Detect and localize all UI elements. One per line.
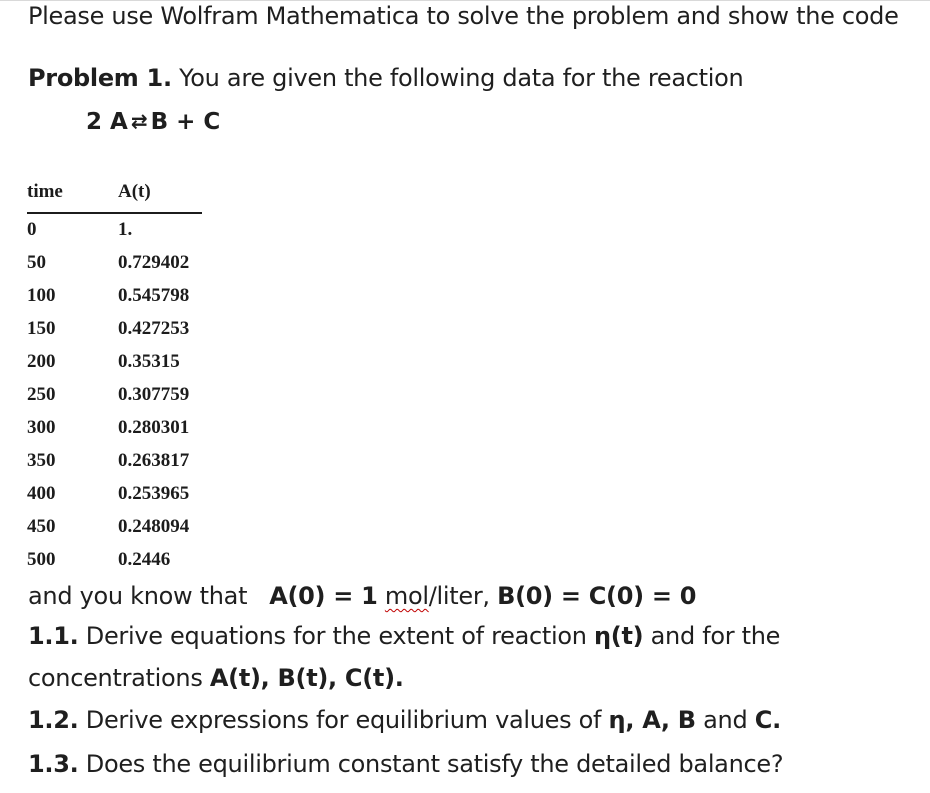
time-cell: 400 bbox=[27, 483, 56, 504]
header-rule bbox=[27, 212, 202, 214]
equilibrium-vars: η, A, B bbox=[608, 706, 696, 734]
value-cell: 0.307759 bbox=[118, 384, 190, 405]
time-cell: 50 bbox=[27, 252, 46, 273]
table-row bbox=[27, 447, 227, 480]
problem-statement bbox=[28, 64, 743, 92]
value-cell: 0.427253 bbox=[118, 318, 190, 339]
question-text: Derive equations for the extent of reaction bbox=[85, 622, 587, 650]
eta-symbol: η(t) bbox=[594, 622, 644, 650]
table-row bbox=[27, 216, 227, 249]
table-row bbox=[27, 480, 227, 513]
initial-conditions bbox=[28, 582, 696, 610]
value-cell: 1. bbox=[118, 219, 133, 240]
equilibrium-arrows-icon: ⇄ bbox=[130, 109, 148, 133]
time-cell: 350 bbox=[27, 450, 56, 471]
time-cell: 150 bbox=[27, 318, 56, 339]
table-row bbox=[27, 381, 227, 414]
question-number: 1.2. bbox=[28, 706, 79, 734]
question-text-cont: and for the bbox=[650, 622, 781, 650]
question-text: Derive expressions for equilibrium values of bbox=[85, 706, 602, 734]
time-cell: 450 bbox=[27, 516, 56, 537]
initial-a0: A(0) = 1 bbox=[269, 582, 378, 610]
instruction-text: Please use Wolfram Mathematica to solve the problem and show the code bbox=[28, 2, 899, 30]
time-cell: 300 bbox=[27, 417, 56, 438]
header-time: time bbox=[27, 181, 63, 202]
question-text: Does the equilibrium constant satisfy the detailed balance? bbox=[85, 750, 784, 778]
time-cell: 500 bbox=[27, 549, 56, 570]
question-1-3 bbox=[28, 750, 783, 778]
header-a: A(t) bbox=[118, 181, 151, 202]
value-cell: 0.280301 bbox=[118, 417, 190, 438]
question-text: concentrations bbox=[28, 664, 203, 692]
time-cell: 0 bbox=[27, 219, 37, 240]
question-1-2 bbox=[28, 706, 781, 734]
reaction-lhs: 2 A bbox=[86, 109, 128, 135]
table-row bbox=[27, 513, 227, 546]
reaction-equation bbox=[86, 109, 220, 135]
table-row bbox=[27, 414, 227, 447]
value-cell: 0.2446 bbox=[118, 549, 171, 570]
question-1-1-cont bbox=[28, 664, 404, 692]
time-cell: 250 bbox=[27, 384, 56, 405]
question-1-1 bbox=[28, 622, 780, 650]
value-cell: 0.248094 bbox=[118, 516, 190, 537]
top-divider bbox=[0, 0, 930, 1]
unit-mol: mol bbox=[384, 582, 429, 610]
question-number: 1.1. bbox=[28, 622, 79, 650]
table-row bbox=[27, 249, 227, 282]
value-cell: 0.263817 bbox=[118, 450, 190, 471]
time-cell: 100 bbox=[27, 285, 56, 306]
problem-label: Problem 1. bbox=[28, 64, 172, 92]
value-cell: 0.35315 bbox=[118, 351, 180, 372]
initial-prefix: and you know that bbox=[28, 582, 248, 610]
conjunction: and bbox=[703, 706, 748, 734]
unit-rest: /liter, bbox=[428, 582, 490, 610]
table-row bbox=[27, 282, 227, 315]
table-row bbox=[27, 348, 227, 381]
problem-text: You are given the following data for the reaction bbox=[179, 64, 744, 92]
table-body bbox=[27, 216, 227, 579]
question-number: 1.3. bbox=[28, 750, 79, 778]
initial-bc0: B(0) = C(0) = 0 bbox=[497, 582, 697, 610]
time-cell: 200 bbox=[27, 351, 56, 372]
value-cell: 0.253965 bbox=[118, 483, 190, 504]
value-cell: 0.545798 bbox=[118, 285, 190, 306]
value-cell: 0.729402 bbox=[118, 252, 190, 273]
table-row bbox=[27, 546, 227, 579]
table-row bbox=[27, 315, 227, 348]
concentration-vars: A(t), B(t), C(t). bbox=[209, 664, 404, 692]
last-var: C. bbox=[754, 706, 781, 734]
reaction-rhs: B + C bbox=[150, 109, 221, 135]
